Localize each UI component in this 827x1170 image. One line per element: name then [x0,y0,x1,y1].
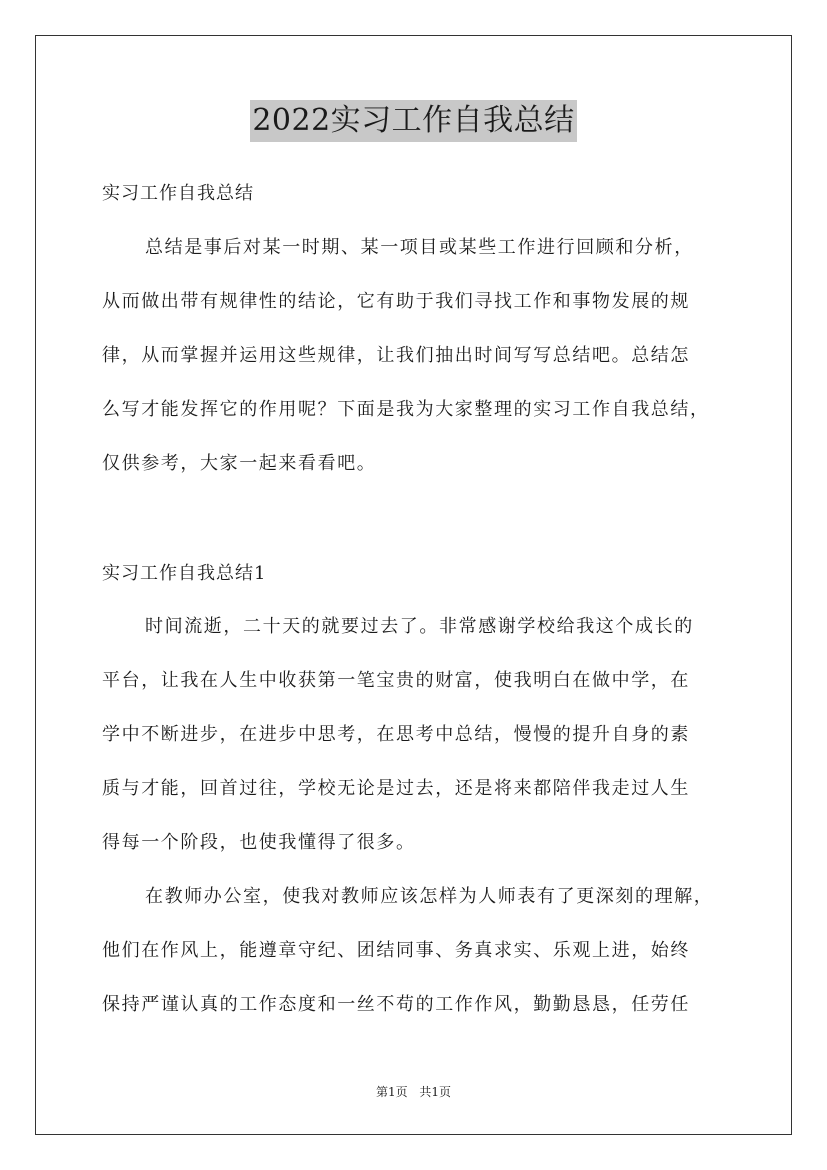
para1-line: 质与才能，回首过往，学校无论是过去，还是将来都陪伴我走过人生 [102,778,690,799]
document-title: 2022实习工作自我总结 [250,100,576,142]
para1-line: 平台，让我在人生中收获第一笔宝贵的财富，使我明白在做中学，在 [102,670,690,691]
intro-line: 么写才能发挥它的作用呢？下面是我为大家整理的实习工作自我总结， [102,399,710,420]
para1-line: 得每一个阶段，也使我懂得了很多。 [102,832,416,853]
para1-line: 学中不断进步，在进步中思考，在思考中总结，慢慢的提升自身的素 [102,724,690,745]
para2-line: 在教师办公室，使我对教师应该怎样为人师表有了更深刻的理解， [145,886,714,907]
intro-line: 律，从而掌握并运用这些规律，让我们抽出时间写写总结吧。总结怎 [102,345,690,366]
page-total: 共1页 [419,1085,452,1099]
subheading: 实习工作自我总结1 [102,563,267,584]
para2-line: 保持严谨认真的工作态度和一丝不苟的工作作风，勤勤恳恳，任劳任 [102,994,690,1015]
intro-line: 总结是事后对某一时期、某一项目或某些工作进行回顾和分析， [145,237,694,258]
page-footer [0,1084,827,1100]
title-container [0,100,827,142]
intro-line: 从而做出带有规律性的结论，它有助于我们寻找工作和事物发展的规 [102,291,690,312]
section-heading: 实习工作自我总结 [102,183,254,204]
intro-line: 仅供参考，大家一起来看看吧。 [102,453,377,474]
para1-line: 时间流逝，二十天的就要过去了。非常感谢学校给我这个成长的 [145,616,694,637]
page-number: 第1页 [375,1085,408,1099]
para2-line: 他们在作风上，能遵章守纪、团结同事、务真求实、乐观上进，始终 [102,940,690,961]
